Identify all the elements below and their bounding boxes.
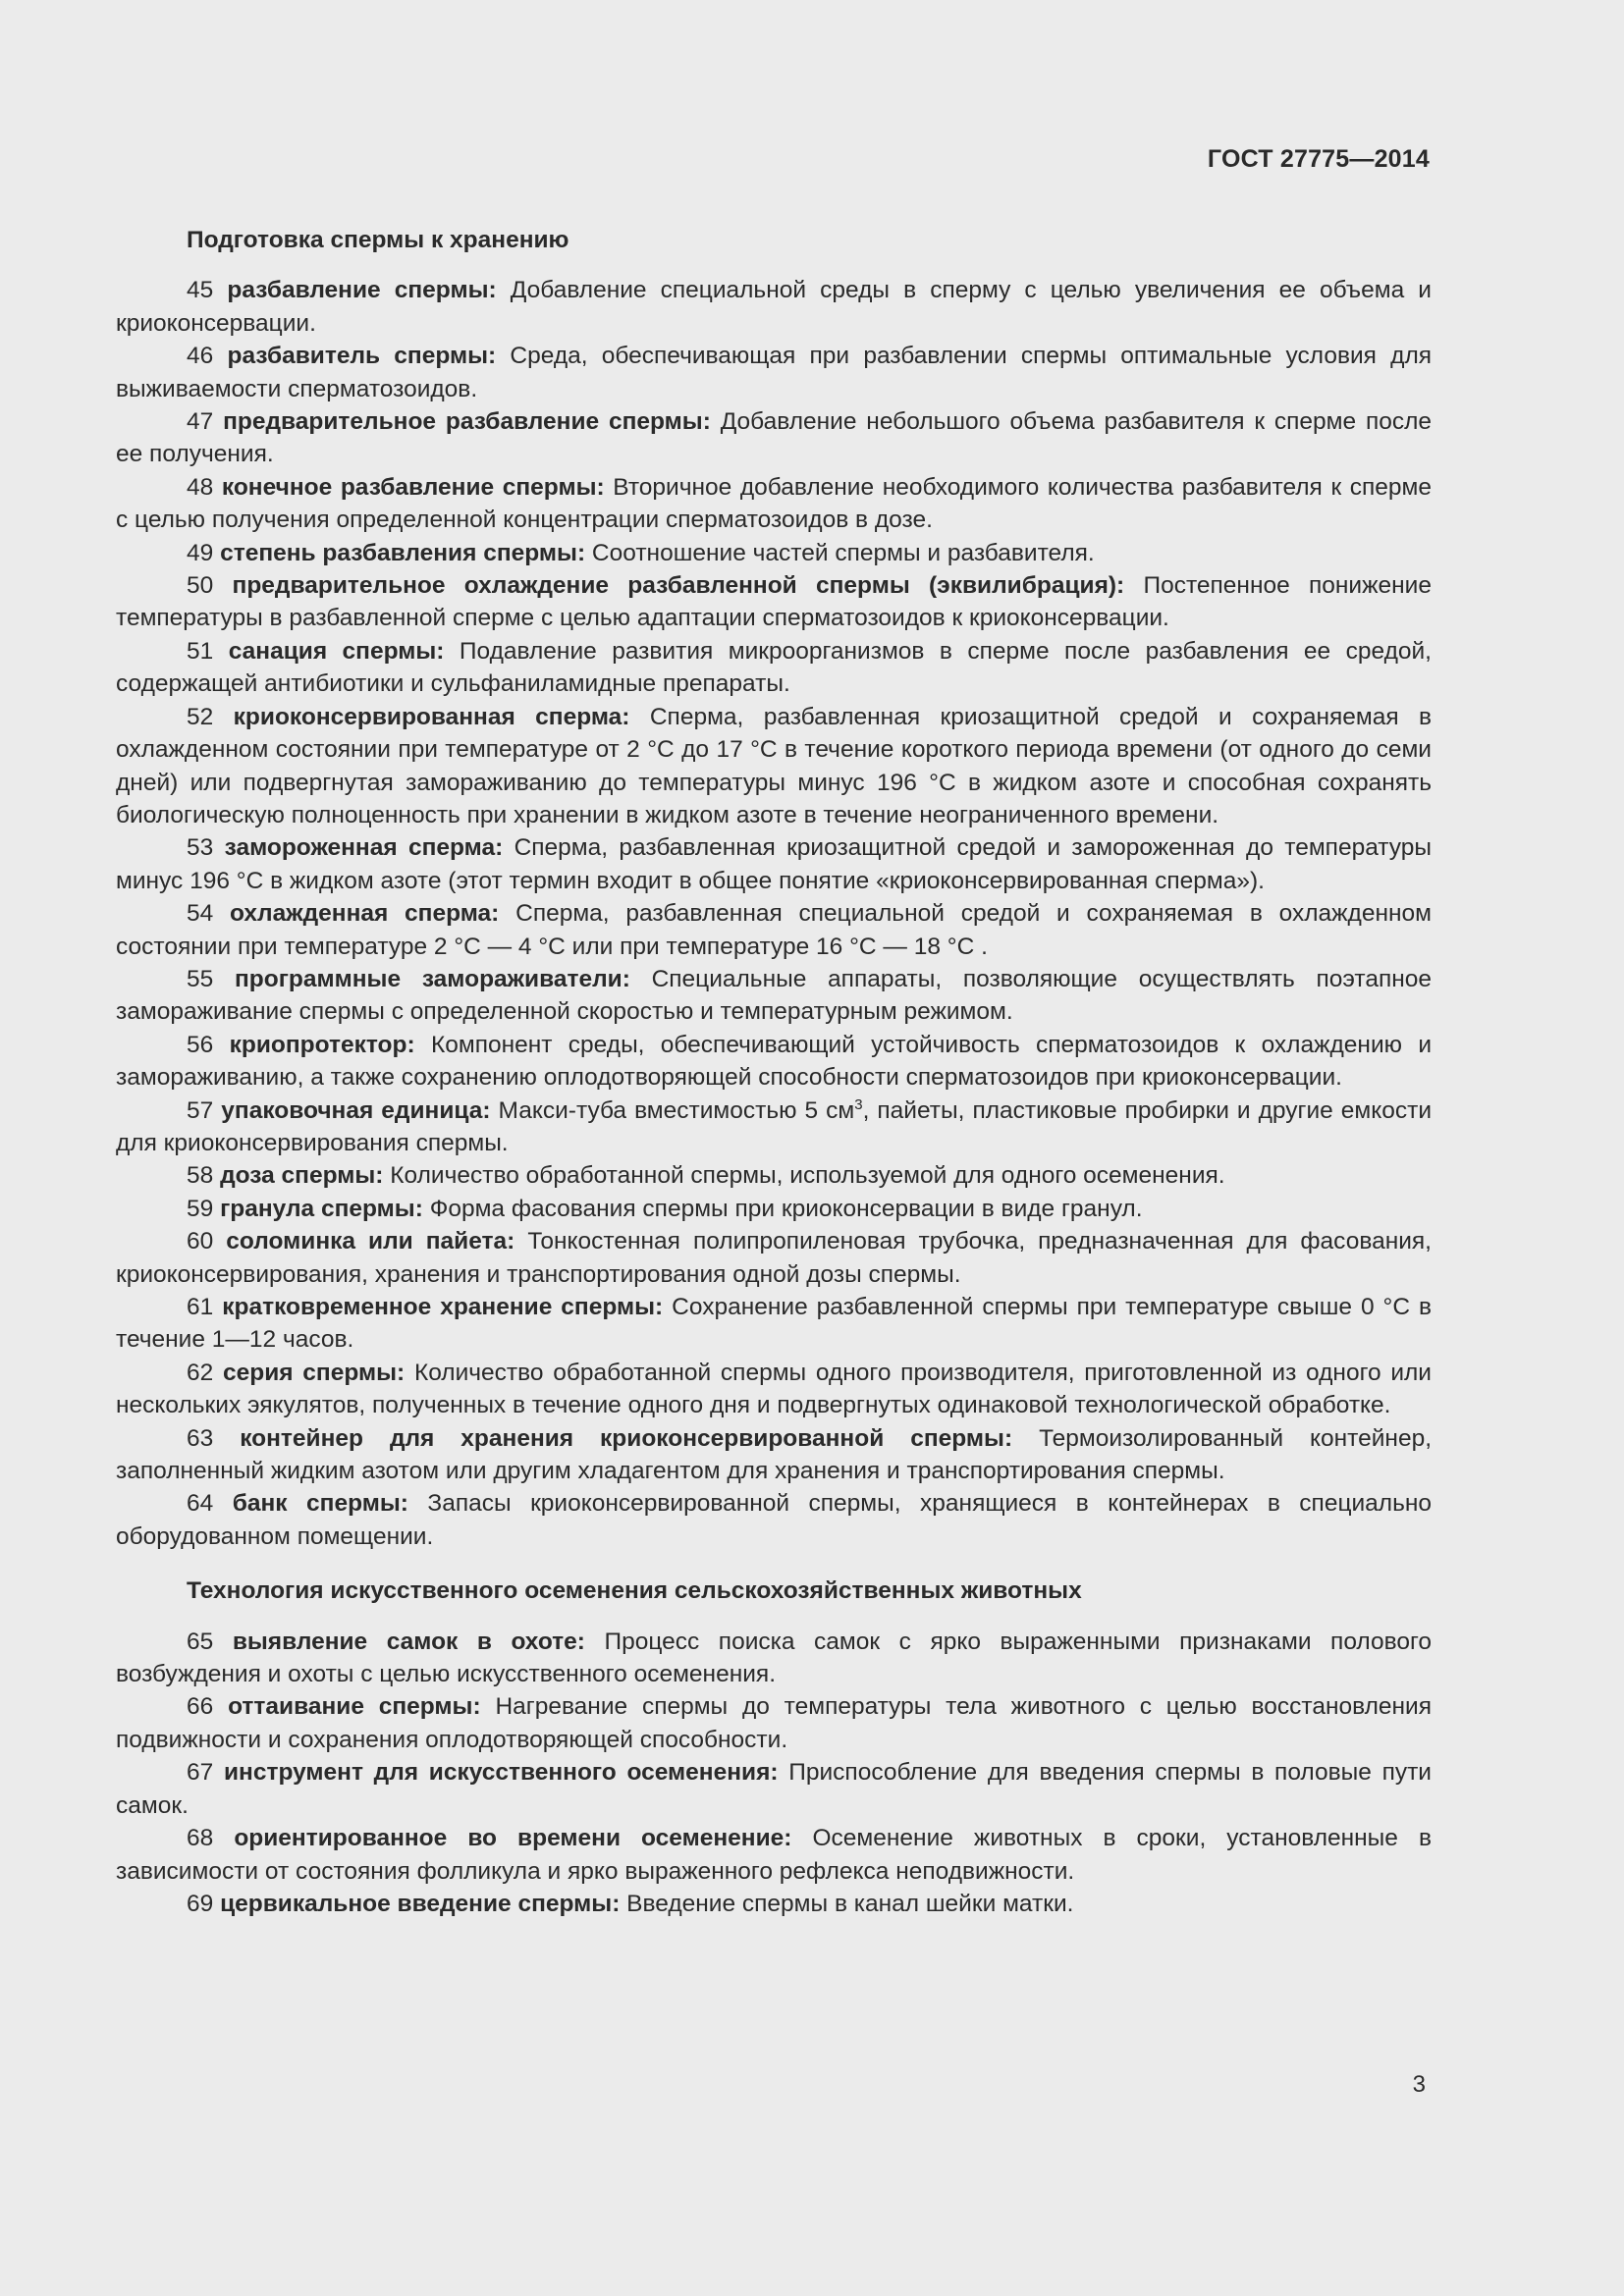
term-name: контейнер для хранения криоконсервированной спермы: (240, 1424, 1013, 1452)
term-entry (116, 471, 1432, 537)
term-definition: Постепенное понижение температуры в разбавленной сперме с целью адаптации сперматозоидов к криоконсервации. (116, 572, 1432, 632)
term-name: разбавитель спермы: (227, 343, 497, 370)
term-name: замороженная сперма: (224, 834, 504, 862)
term-definition: Сперма, разбавленная криозащитной средой и сохраняемая в охлажденном состоянии при температуре от 2 °С до 17 °С в течение короткого периода времени (от одного до семи дней) или подвергнутая замораживанию до температуры минус 196 °С в жидком азоте и способная сохранять биологическую полноценность при хранении в жидком азоте в течение неограниченного времени. (116, 703, 1433, 828)
term-name: программные замораживатели: (234, 965, 630, 992)
entry-number: 45 (187, 277, 214, 304)
entry-number: 65 (187, 1628, 214, 1655)
term-name: оттаивание спермы: (228, 1693, 481, 1721)
term-name: степень разбавления спермы: (220, 539, 586, 566)
term-definition: Количество обработанной спермы одного производителя, приготовленной из одного или нескольких эякулятов, полученных в течение одного дня и подвергнутых одинаковой технологической обработке. (116, 1359, 1432, 1419)
term-name: гранула спермы: (220, 1195, 423, 1222)
entry-number: 54 (187, 900, 214, 928)
term-name: криоконсервированная сперма: (233, 703, 630, 730)
term-definition: Добавление небольшого объема разбавителя к сперме после ее получения. (116, 408, 1433, 468)
entry-number: 53 (187, 834, 214, 862)
term-definition: Количество обработанной спермы, используемой для одного осеменения. (390, 1162, 1225, 1190)
entry-number: 59 (187, 1195, 214, 1222)
entry-number: 66 (187, 1693, 214, 1721)
term-entry (116, 1291, 1432, 1357)
entry-number: 52 (187, 703, 214, 730)
term-name: охлажденная сперма: (230, 900, 500, 928)
term-definition: Компонент среды, обеспечивающий устойчивость сперматозоидов к охлаждению и замораживанию, а также сохранению оплодотворяющей способности сперматозоидов при криоконсервации. (116, 1031, 1432, 1092)
entry-number: 47 (187, 408, 214, 436)
term-entry (116, 1193, 1432, 1225)
term-definition: Добавление специальной среды в сперму с целью увеличения ее объема и криоконсервации. (116, 277, 1432, 337)
section-title: Подготовка спермы к хранению (187, 227, 569, 253)
term-entry (116, 405, 1432, 471)
term-definition: Среда, обеспечивающая при разбавлении спермы оптимальные условия для выживаемости сперматозоидов. (116, 343, 1433, 402)
term-definition: Термоизолированный контейнер, заполненный жидким азотом или другим хладагентом для хранения и транспортирования спермы. (116, 1424, 1432, 1485)
term-definition: Тонкостенная полипропиленовая трубочка, предназначенная для фасования, криоконсервирования, хранения и транспортирования одной дозы спермы. (116, 1228, 1432, 1288)
term-name: санация спермы: (228, 637, 445, 665)
entry-number: 61 (187, 1294, 214, 1320)
term-entry (116, 701, 1432, 832)
term-entry (116, 1225, 1432, 1291)
entry-number: 51 (187, 637, 214, 665)
superscript: 3 (854, 1095, 863, 1113)
term-name: доза спермы: (220, 1162, 384, 1190)
term-name: выявление самок в охоте: (232, 1628, 585, 1655)
term-definition-continued: , пайеты, пластиковые пробирки и другие емкости для криоконсервирования спермы. (116, 1096, 1433, 1156)
term-entry (116, 537, 1432, 569)
term-definition: Запасы криоконсервированной спермы, хранящиеся в контейнерах в специально оборудованном помещении. (116, 1490, 1433, 1550)
term-entry (116, 1690, 1432, 1756)
term-name: серия спермы: (223, 1359, 406, 1386)
term-entry (116, 1422, 1432, 1488)
term-definition: Приспособление для введения спермы в половые пути самок. (116, 1759, 1432, 1819)
term-entry (116, 1888, 1432, 1920)
term-entry (116, 1756, 1432, 1822)
entry-number: 62 (187, 1359, 214, 1386)
entry-number: 60 (187, 1228, 214, 1255)
term-entry (116, 1159, 1432, 1192)
entry-number: 63 (187, 1424, 214, 1452)
document-code: ГОСТ 27775—2014 (1207, 145, 1430, 173)
term-name: разбавление спермы: (227, 277, 497, 304)
entry-number: 69 (187, 1890, 214, 1917)
entry-number: 68 (187, 1825, 214, 1852)
term-definition: Нагревание спермы до температуры тела животного с целью восстановления подвижности и сохранения оплодотворяющей способности. (116, 1693, 1433, 1753)
term-entry (116, 340, 1432, 405)
entry-number: 58 (187, 1162, 214, 1190)
entry-number: 55 (187, 965, 214, 992)
term-definition: Сохранение разбавленной спермы при температуре свыше 0 °С в течение 1—12 часов. (116, 1294, 1432, 1354)
term-entry (116, 274, 1432, 340)
term-entry (116, 1357, 1432, 1422)
term-entry (116, 831, 1432, 897)
entry-number: 50 (187, 572, 214, 600)
section-entries (116, 1626, 1432, 1921)
term-definition: Специальные аппараты, позволяющие осуществлять поэтапное замораживание спермы с определенной скоростью и температурным режимом. (116, 965, 1432, 1026)
entry-number: 56 (187, 1031, 214, 1058)
term-name: ориентированное во времени осеменение: (234, 1825, 792, 1852)
term-definition: Макси-туба вместимостью 5 см (498, 1096, 855, 1124)
entry-number: 64 (187, 1490, 214, 1518)
term-entry (116, 1487, 1432, 1553)
term-entry (116, 1029, 1432, 1095)
term-entry (116, 1626, 1432, 1691)
term-entry (116, 569, 1432, 635)
entry-number: 67 (187, 1759, 214, 1787)
entry-number: 49 (187, 539, 214, 566)
page-number: 3 (1412, 2071, 1426, 2098)
section-entries (116, 274, 1432, 1553)
term-name: криопротектор: (229, 1031, 415, 1058)
term-name: банк спермы: (232, 1490, 408, 1518)
entry-number: 57 (187, 1096, 214, 1124)
term-name: предварительное разбавление спермы: (223, 408, 711, 436)
term-name: кратковременное хранение спермы: (222, 1294, 664, 1320)
term-entry (116, 1095, 1432, 1160)
term-entry (116, 897, 1432, 963)
term-definition: Вторичное добавление необходимого количества разбавителя к сперме с целью получения определенной концентрации сперматозоидов в дозе. (116, 473, 1433, 534)
term-name: инструмент для искусственного осеменения: (223, 1759, 779, 1787)
term-definition: Форма фасования спермы при криоконсервации в виде гранул. (429, 1195, 1143, 1222)
document-body (116, 224, 1432, 1920)
section-title: Технология искусственного осеменения сельскохозяйственных животных (187, 1577, 1082, 1605)
term-name: соломинка или пайета: (226, 1228, 515, 1255)
term-definition: Подавление развития микроорганизмов в сперме после разбавления ее средой, содержащей антибиотики и сульфаниламидные препараты. (116, 637, 1432, 698)
term-definition: Процесс поиска самок с ярко выраженными признаками полового возбуждения и охоты с целью искусственного осеменения. (116, 1628, 1432, 1688)
entry-number: 46 (187, 343, 214, 370)
term-name: предварительное охлаждение разбавленной спермы (эквилибрация): (232, 572, 1125, 600)
entry-number: 48 (187, 473, 214, 501)
term-definition: Осеменение животных в сроки, установленные в зависимости от состояния фолликула и ярко выраженного рефлекса неподвижности. (116, 1825, 1432, 1885)
term-name: упаковочная единица: (221, 1096, 491, 1124)
term-entry (116, 963, 1432, 1029)
term-name: цервикальное введение спермы: (220, 1890, 621, 1917)
term-definition: Сперма, разбавленная специальной средой и сохраняемая в охлажденном состоянии при температуре 2 °С — 4 °С или при температуре 16 °С — 18 °С . (116, 900, 1432, 960)
term-name: конечное разбавление спермы: (221, 473, 605, 501)
term-definition: Сперма, разбавленная криозащитной средой и замороженная до температуры минус 196 °С в жидком азоте (этот термин входит в общее понятие «криоконсервированная сперма»). (116, 834, 1432, 894)
term-entry (116, 635, 1432, 701)
term-entry (116, 1822, 1432, 1888)
term-definition: Введение спермы в канал шейки матки. (626, 1890, 1074, 1917)
term-definition: Соотношение частей спермы и разбавителя. (591, 539, 1095, 566)
